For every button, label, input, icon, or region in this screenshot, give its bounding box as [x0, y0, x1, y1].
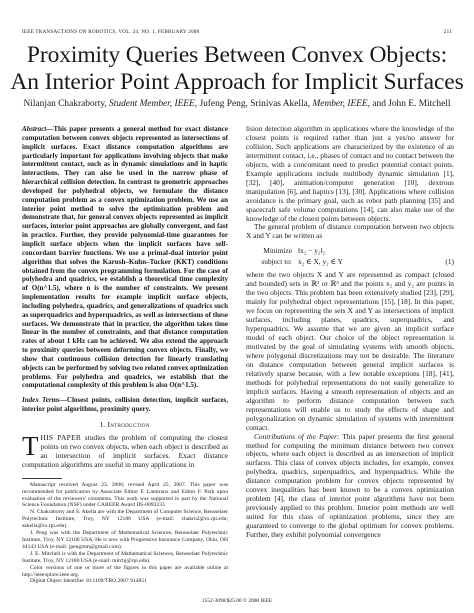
- paragraph-representation: where the two objects X and Y are represented as compact (closed and bounded) sets in ℝ² or ℝ³ and the points x₂ and y₂ are points in the two objects. This problem has been extensively studied [23], [29], mainly for polyhedral object representations [15], [18]. In this paper, we focus on representing the sets X and Y as intersections of implicit surfaces, including planes, quadrics, superquadrics, and hyperquadrics. We assume that we are given an implicit surface model of each object. Our choice of the object representation is motivated by the goal of simulating systems with smooth objects, where polygonal discretizations may not be desirable. The literature on distance computation between general implicit surfaces is relatively sparse because, with a few notable exceptions [18], [41], methods for polyhedral representations do not easily generalize to implicit surfaces. Having a smooth representation of objects and an algorithm to perform distance computation between such representations will enable us to study the effects of shape and polygonalization on dynamic simulation of systems with intermittent contact.: [246, 270, 454, 432]
- author-list: [10, 99, 464, 109]
- title-line-1: Proximity Queries Between Convex Objects:: [26, 42, 448, 68]
- paragraph-problem-statement: The general problem of distance computation between two objects X and Y can be written as: [246, 222, 454, 241]
- equation-minimize-expr: ‖x₂ − y₂‖₂: [298, 246, 326, 256]
- paper-title: [10, 42, 464, 96]
- equation-1: [246, 245, 454, 267]
- author-3-role: Member, IEEE,: [312, 99, 370, 109]
- author-2-3: Jufeng Peng, Srinivas Akella,: [199, 99, 311, 109]
- equation-number: (1): [445, 257, 454, 267]
- author-1-role: Student Member, IEEE,: [109, 99, 198, 109]
- intro-lead: HIS PAPER: [40, 432, 82, 442]
- index-terms-text: —Closest points, collision detection, implicit surfaces, interior point algorithms, proximity query.: [22, 396, 228, 414]
- footnotes: [22, 482, 228, 586]
- footnote-doi: Digital Object Identifier 10.1109/TRO.2007.914851: [30, 578, 147, 585]
- footnote-affiliation-1: N. Chakraborty and S. Akella are with the Department of Computer Science, Rensselaer Polytechnic Institute, Troy, NY 12180 USA (e-mail: chakrn2@cs.rpi.edu; sakella@cs.rpi.edu).: [22, 509, 228, 530]
- page-number: 211: [443, 29, 452, 35]
- section-heading-introduction: I. Introduction: [100, 420, 150, 429]
- equation-minimize-label: Minimize: [263, 246, 292, 256]
- running-head: [22, 29, 452, 35]
- index-terms-label: Index Terms: [22, 396, 60, 405]
- right-column: [246, 125, 454, 540]
- author-4: and John E. Mitchell: [372, 99, 451, 109]
- journal-info: IEEE TRANSACTIONS ON ROBOTICS, VOL. 24, NO. 1, FEBRUARY 2008: [22, 29, 200, 35]
- author-1: Nilanjan Chakraborty,: [23, 99, 107, 109]
- contributions-label: Contributions of the Paper:: [254, 431, 340, 441]
- abstract: [22, 125, 228, 390]
- copyright-line: 1552-3098/$25.00 © 2008 IEEE: [201, 598, 273, 604]
- title-line-2: An Interior Point Approach for Implicit Surfaces: [10, 69, 464, 95]
- paragraph-applications: lision detection algorithm in applications where the knowledge of the closest points is required rather than just a yes/no answer for collision. Such applications are characterized by the existence of an intermittent contact, i.e., phases of contact and no contact between the objects, with a concomitant need to predict potential contact points. Example applications include multibody dynamic simulation [1], [32], [40], animation/computer generation [10], dextrous manipulation [6], and haptics [13], [30]. Applications where collision avoidance is the primary goal, such as robot path planning [35] and spacecraft safe volume computations [14], can also make use of the knowledge of the closest points between objects.: [246, 124, 454, 223]
- paragraph-contributions: [246, 433, 454, 540]
- footnote-color: Color versions of one or more of the figures in this paper are available online at http://ieeexplore.ieee.org.: [22, 564, 228, 578]
- abstract-label: Abstract: [22, 125, 47, 133]
- equation-subject-expr: x₂ ∈ X, y₂ ∈ Y: [298, 257, 343, 267]
- contributions-text: This paper presents the first general method for computing the minimum distance between two convex objects, where each object is described as an intersection of implicit surfaces. This class of convex objects includes, for example, convex polyhedra, quadrics, superquadrics, and hyperquadrics. While the distance computation problem for convex objects represented by convex inequalities has been known to be a convex optimization problem [4], the class of interior point algorithms have not been previously applied to this problem. Interior point methods are well suited for this class of optimization problems, since they are guaranteed to converge to the global optimum for convex problems. Further, they exhibit polynomial convergence: [246, 431, 454, 540]
- footnote-affiliation-3: J. E. Mitchell is with the Department of Mathematical Sciences, Rensselaer Polytechnic Institute, Troy, NY 12180 USA (e-mail: mitchj@rpi.edu).: [22, 550, 228, 564]
- footnote-affiliation-2: J. Peng was with the Department of Mathematical Sciences, Rensselaer Polytechnic Institute, Troy, NY 12180 USA. He is now with Progressive Insurance Company, Ohio, OH 44143 USA (e-mail: jpengmm@gmail.com).: [22, 530, 228, 550]
- footnote-divider: [22, 478, 62, 479]
- footnote-manuscript: Manuscript received August 23, 2006; revised April 25, 2007. This paper was recommended for publication by Associate Editor F. Lamiraux and Editor F. Park upon evaluation of the reviewers' comments. This work was supported in part by the National Science Foundation (NSF) under CAREER Award IIS-0093233.: [22, 481, 228, 509]
- abstract-text: —This paper presents a general method for exact distance computation between convex objects represented as intersections of implicit surfaces. Exact distance computation algorithms are particularly important for applications involving objects that make intermittent contact, such as in dynamic simulations and in haptic interactions. They can also be used in the narrow phase of hierarchical collision detection. In contrast to geometric approaches developed for polyhedral objects, we formulate the distance computation problem as a convex optimization problem. We use an interior point method to solve the optimization problem and demonstrate that, for general convex objects represented as implicit surfaces, interior point approaches are globally convergent, and fast in practice. Further, they provide polynomial-time guarantees for implicit surface objects when the implicit surfaces have self-concordant barrier functions. We use a primal-dual interior point algorithm that solves the Karush–Kuhn–Tucker (KKT) conditions obtained from the convex programming formulation. For the case of polyhedra and quadrics, we establish a theoretical time complexity of O(n^1.5), where n is the number of constraints. We present implementation results for example implicit surface objects, including polyhedra, quadrics, and generalizations of quadrics such as superquadrics and hyperquadrics, as well as intersections of these surfaces. We demonstrate that in practice, the algorithm takes time linear in the number of constraints, and that distance computation rates of about 1 kHz can be achieved. We also extend the approach to proximity queries between deforming convex objects. Finally, we show that continuous collision detection for linearly translating objects can be performed by solving two related convex optimization problems. For polyhedra and quadrics, we establish that the computational complexity of this problem is also O(n^1.5).: [22, 125, 228, 390]
- introduction-paragraph: [22, 430, 228, 470]
- drop-cap: T: [22, 430, 39, 461]
- equation-subject-label: subject to:: [261, 257, 292, 267]
- left-column: [22, 125, 228, 585]
- intro-text: studies the problem of computing the closest points on two convex objects, when each object is described as an intersection of implicit surfaces. Exact distance computation algorithms are useful in many applications in: [22, 432, 228, 469]
- index-terms: [22, 396, 228, 414]
